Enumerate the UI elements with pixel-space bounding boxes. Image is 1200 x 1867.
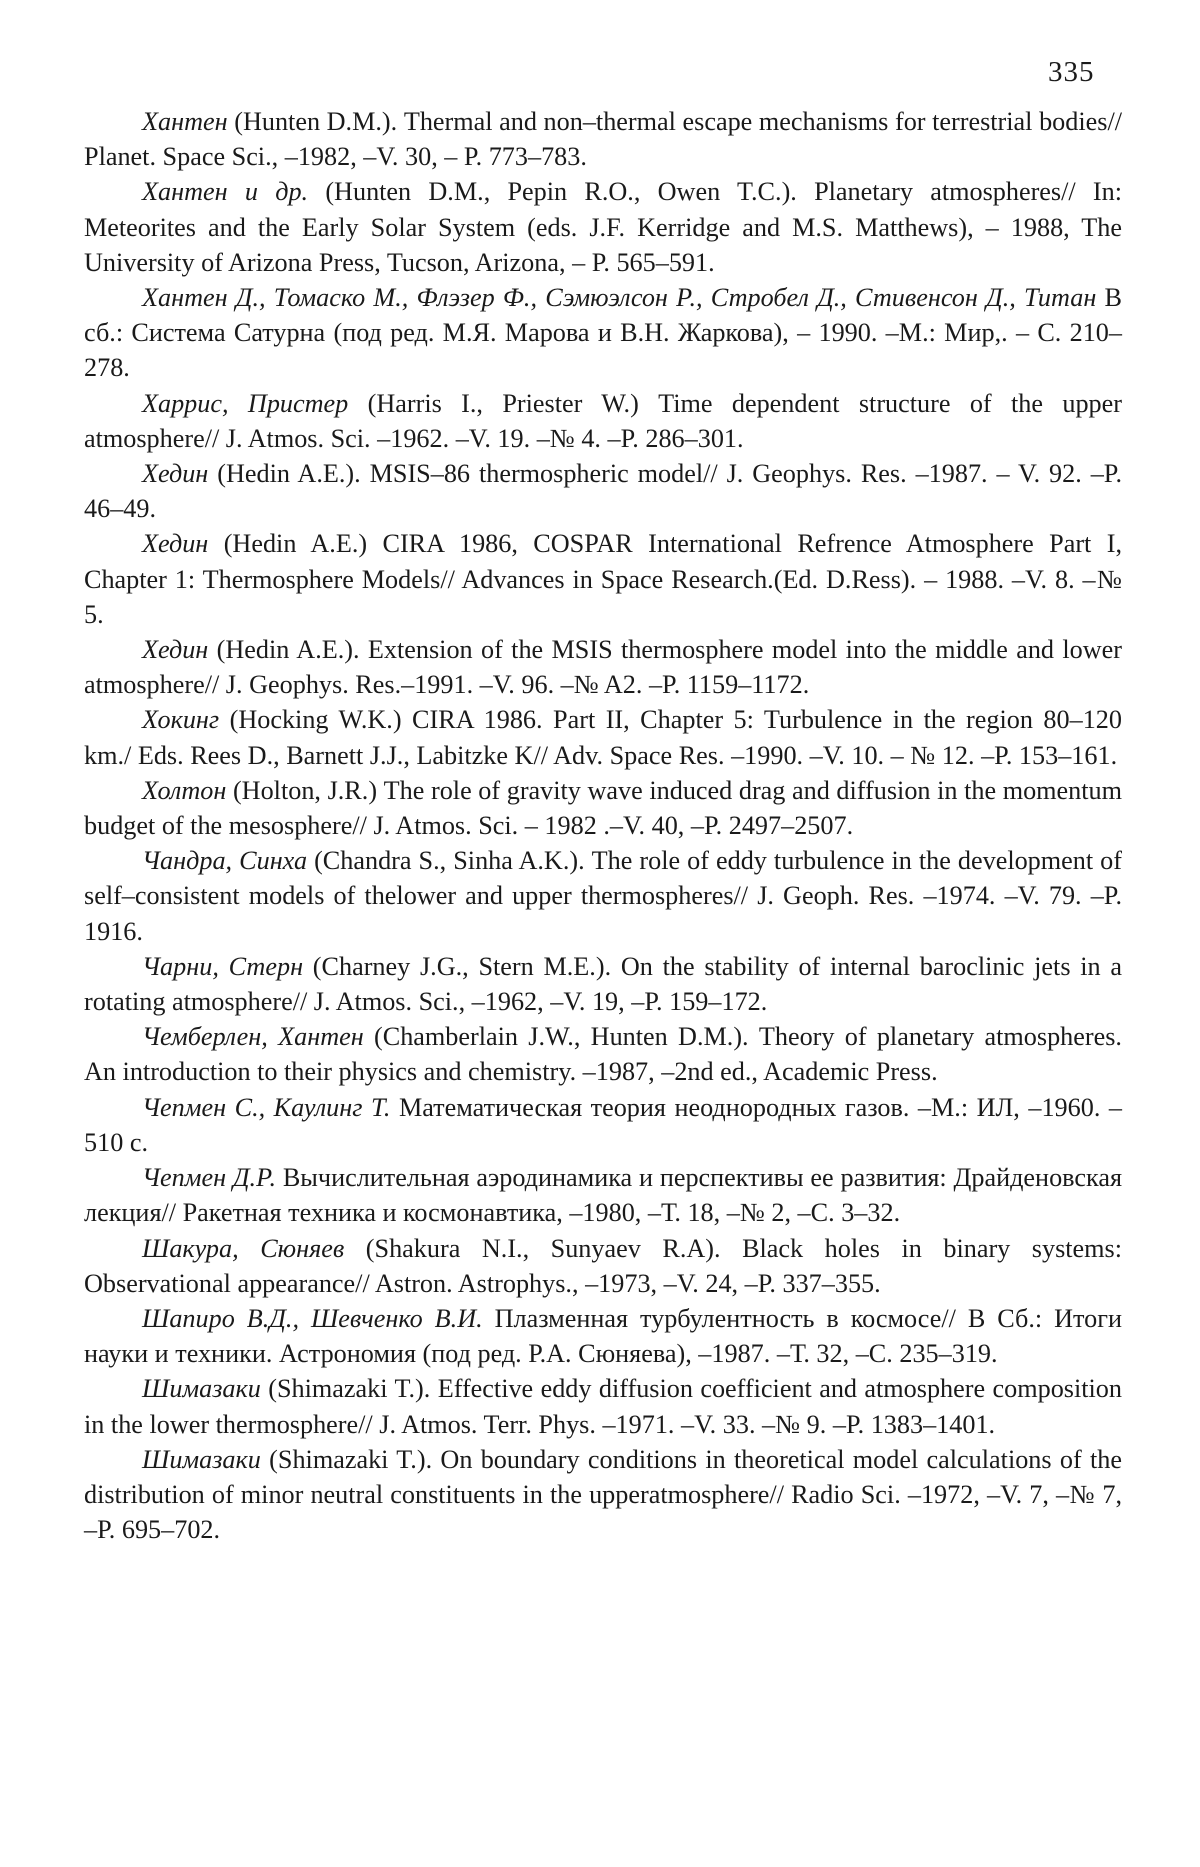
reference-authors: Хедин: [142, 459, 209, 489]
reference-authors: Чандра, Синха: [142, 846, 308, 876]
reference-entry: [84, 702, 1122, 772]
reference-entry: [84, 174, 1122, 280]
reference-authors: Шимазаки: [142, 1374, 261, 1404]
reference-authors: Чарни, Стерн: [142, 951, 304, 981]
reference-authors: Хантен: [142, 107, 228, 136]
reference-entry: [84, 456, 1122, 526]
reference-authors: Чепмен Д.Р.: [142, 1163, 277, 1193]
reference-text: Вычислительная аэродинамика и перспективы ее развития: Драйденовская лекция// Ракетная техника и космонавтика, –1980, –Т. 18, –№ 2, –С. 3–32.: [84, 1163, 1122, 1228]
reference-entry: [84, 949, 1122, 1019]
reference-text: (Hocking W.K.) CIRA 1986. Part II, Chapter 5: Turbulence in the region 80–120 km./ Eds. Rees D., Barnett J.J., Labitzke K// Adv. Space Res. –1990. –V. 10. – № 12. –P. 153–161.: [84, 705, 1122, 770]
reference-entry: [84, 1371, 1122, 1441]
reference-entry: [84, 386, 1122, 456]
reference-authors: Чемберлен, Хантен: [142, 1022, 364, 1052]
reference-list: [84, 104, 1122, 1547]
reference-text: (Chamberlain J.W., Hunten D.M.). Theory of planetary atmospheres. An introduction to their physics and chemistry. –1987, –2nd ed., Academic Press.: [84, 1022, 1122, 1087]
reference-authors: Шапиро В.Д., Шевченко В.И.: [142, 1303, 483, 1333]
reference-authors: Чепмен С., Каулинг Т.: [142, 1092, 391, 1122]
reference-entry: [84, 632, 1122, 702]
reference-entry: [84, 843, 1122, 949]
reference-entry: [84, 280, 1122, 386]
reference-entry: [84, 1442, 1122, 1548]
reference-entry: [84, 1160, 1122, 1230]
reference-authors: Шимазаки: [142, 1444, 261, 1474]
reference-text: (Harris I., Priester W.) Time dependent structure of the upper atmosphere// J. Atmos. Sci. –1962. –V. 19. –№ 4. –P. 286–301.: [84, 388, 1122, 453]
reference-text: В сб.: Система Сатурна (под ред. М.Я. Марова и В.Н. Жаркова), – 1990. –М.: Мир,. – С. 210–278.: [84, 283, 1122, 383]
reference-text: (Shakura N.I., Sunyaev R.A). Black holes in binary systems: Observational appearance// Astron. Astrophys., –1973, –V. 24, –P. 337–355.: [84, 1233, 1122, 1298]
reference-entry: [84, 1019, 1122, 1089]
reference-entry: [84, 1090, 1122, 1160]
reference-text: (Shimazaki T.). On boundary conditions in theoretical model calculations of the distribution of minor neutral constituents in the upperatmosphere// Radio Sci. –1972, –V. 7, –№ 7, –P. 695–702.: [84, 1444, 1122, 1545]
reference-entry: [84, 1231, 1122, 1301]
reference-authors: Хокинг: [142, 705, 220, 735]
reference-text: (Hunten D.M., Pepin R.O., Owen T.C.). Planetary atmospheres// In: Meteorites and the Early Solar System (eds. J.F. Kerridge and M.S. Matthews), – 1988, The University of Arizona Press, Tucson, Arizona, – P. 565–591.: [84, 177, 1123, 277]
reference-text: (Shimazaki T.). Effective eddy diffusion coefficient and atmosphere composition in the lower thermosphere// J. Atmos. Terr. Phys. –1971. –V. 33. –№ 9. –P. 1383–1401.: [84, 1374, 1122, 1439]
reference-authors: Холтон: [142, 775, 227, 805]
reference-authors: Хедин: [142, 529, 209, 559]
reference-authors: Хантен и др.: [142, 177, 309, 207]
reference-text: Математическая теория неоднородных газов. –М.: ИЛ, –1960. –510 с.: [84, 1092, 1122, 1157]
page-number: 335: [1048, 56, 1095, 88]
reference-entry: [84, 104, 1122, 174]
reference-authors: Хантен Д., Томаско М., Флэзер Ф., Сэмюэлсон Р., Стробел Д., Стивенсон Д., Титан: [142, 283, 1097, 313]
reference-entry: [84, 1301, 1122, 1371]
reference-text: (Chandra S., Sinha A.K.). The role of eddy turbulence in the development of self–consistent models of thelower and upper thermospheres// J. Geoph. Res. –1974. –V. 79. –P. 1916.: [84, 846, 1122, 946]
reference-text: (Hunten D.M.). Thermal and non–thermal escape mechanisms for terrestrial bodies// Planet. Space Sci., –1982, –V. 30, – P. 773–783.: [84, 107, 1122, 172]
reference-text: (Holton, J.R.) The role of gravity wave induced drag and diffusion in the momentum budget of the mesosphere// J. Atmos. Sci. – 1982 .–V. 40, –P. 2497–2507.: [84, 775, 1122, 841]
reference-text: (Charney J.G., Stern M.E.). On the stability of internal baroclinic jets in a rotating atmosphere// J. Atmos. Sci., –1962, –V. 19, –P. 159–172.: [84, 951, 1122, 1017]
reference-text: (Hedin A.E.) CIRA 1986, COSPAR International Refrence Atmosphere Part I, Chapter 1: Thermosphere Models// Advances in Space Research.(Ed. D.Ress). – 1988. –V. 8. –№ 5.: [84, 529, 1122, 629]
reference-entry: [84, 526, 1122, 632]
reference-text: Плазменная турбулентность в космосе// В Сб.: Итоги науки и техники. Астрономия (под ред. Р.А. Сюняева), –1987. –Т. 32, –С. 235–319.: [84, 1303, 1122, 1369]
reference-text: (Hedin A.E.). Extension of the MSIS thermosphere model into the middle and lower atmosphere// J. Geophys. Res.–1991. –V. 96. –№ A2. –P. 1159–1172.: [84, 635, 1122, 700]
reference-entry: [84, 773, 1122, 843]
reference-authors: Шакура, Сюняев: [142, 1233, 345, 1263]
reference-text: (Hedin A.E.). MSIS–86 thermospheric model// J. Geophys. Res. –1987. – V. 92. –P. 46–49.: [84, 459, 1122, 524]
reference-authors: Хедин: [142, 635, 209, 665]
reference-authors: Харрис, Пристер: [142, 388, 349, 418]
